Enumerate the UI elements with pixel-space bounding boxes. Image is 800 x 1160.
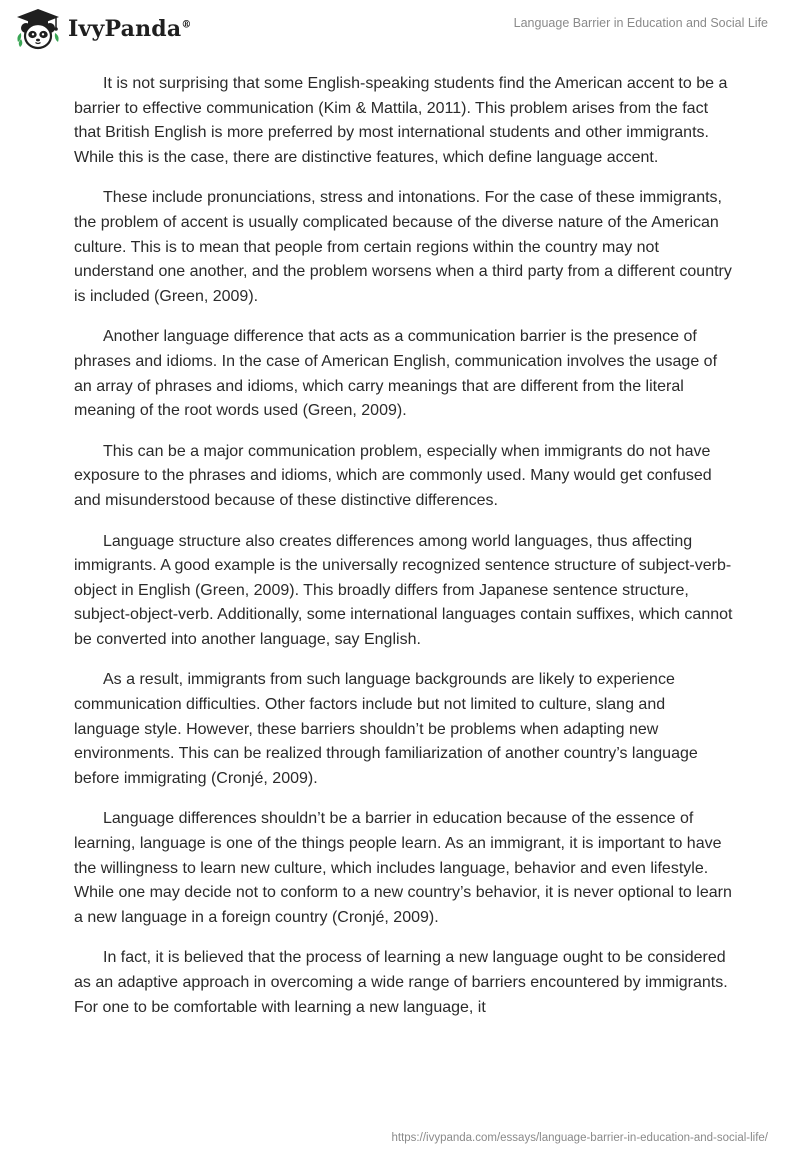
brand-name: IvyPanda® <box>68 16 192 42</box>
paragraph: Language differences shouldn’t be a barrier in education because of the essence of learning, language is one of the things people learn. As an immigrant, it is important to have the willingness to learn new culture, which includes language, behavior and even lifestyle. While one may decide not to conform to a new country’s behavior, it is never optional to learn a new language in a foreign country (Cronjé, 2009). <box>74 810 732 926</box>
paragraph: These include pronunciations, stress and intonations. For the case of these immigrants, the problem of accent is usually complicated because of the diverse nature of the American culture. This is to mean that people from certain regions within the country may not understand one another, and the problem worsens when a third party from a different country is included (Green, 2009). <box>74 189 732 305</box>
panda-graduate-icon <box>14 6 62 52</box>
paragraph: It is not surprising that some English-speaking students find the American accent to be a barrier to effective communication (Kim & Mattila, 2011). This problem arises from the fact that British English is more preferred by most international students and other immigrants. While this is the case, there are distinctive features, which define language accent. <box>74 75 728 166</box>
page-header <box>0 0 800 60</box>
document-title: Language Barrier in Education and Social Life <box>513 16 768 30</box>
paragraph: Language structure also creates differences among world languages, thus affecting immigrants. A good example is the universally recognized sentence structure of subject-verb-object in English (Green, 2009). This broadly differs from Japanese sentence structure, subject-object-verb. Additionally, some international languages contain suffixes, which cannot be converted into another language, say English. <box>74 532 733 648</box>
essay-body <box>74 72 734 1036</box>
paragraph: Another language difference that acts as a communication barrier is the presence of phrases and idioms. In the case of American English, communication involves the usage of an array of phrases and idioms, which carry meanings that are different from the literal meaning of the root words used (Green, 2009). <box>74 328 718 420</box>
ivypanda-logo[interactable] <box>14 6 192 52</box>
registered-mark: ® <box>181 19 192 31</box>
paragraph: As a result, immigrants from such language backgrounds are likely to experience communication difficulties. Other factors include but not limited to culture, slang and language style. However, these barriers shouldn’t be problems when adapting new environments. This can be realized through familiarization of another country’s language before immigrating (Cronjé, 2009). <box>74 671 698 787</box>
source-url[interactable]: https://ivypanda.com/essays/language-barrier-in-education-and-social-life/ <box>391 1132 768 1144</box>
paragraph: This can be a major communication problem, especially when immigrants do not have exposure to the phrases and idioms, which are commonly used. Many would get confused and misunderstood because of these distinctive differences. <box>74 442 712 509</box>
paragraph: In fact, it is believed that the process of learning a new language ought to be considered as an adaptive approach in overcoming a wide range of barriers encountered by immigrants. For one to be comfortable with learning a new language, it <box>74 949 728 1016</box>
